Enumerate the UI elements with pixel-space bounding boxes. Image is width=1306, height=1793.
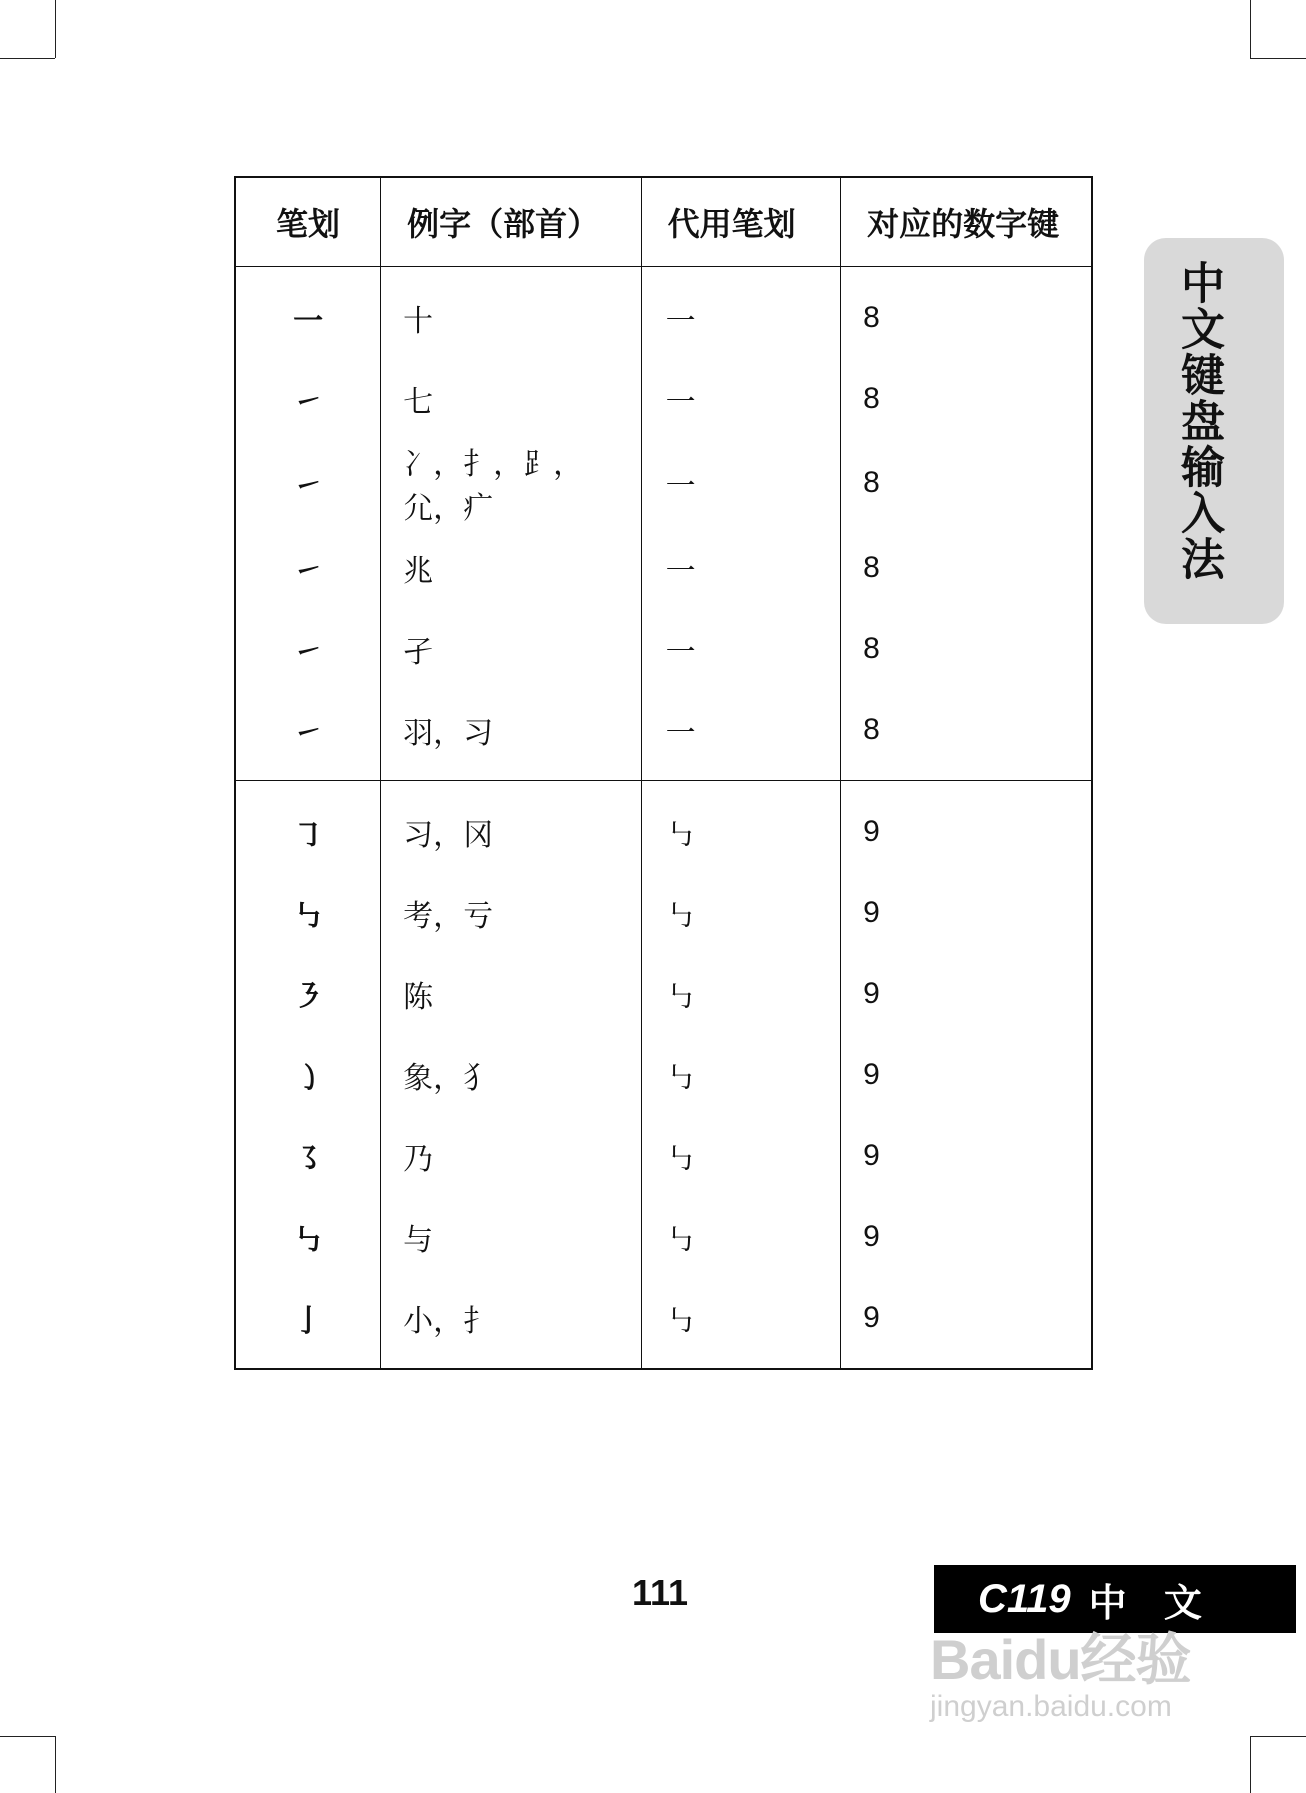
table-row — [235, 358, 1092, 439]
table-header-row — [235, 177, 1092, 267]
section-tab-label: 中文键盘输入法 — [1173, 260, 1224, 582]
table-row — [235, 608, 1092, 689]
substitute-cell: 一 — [641, 608, 841, 689]
substitute-cell: ㇉ — [641, 1196, 841, 1277]
table-row — [235, 1196, 1092, 1277]
stroke-cell: ㇁ — [235, 1034, 381, 1115]
watermark — [930, 1630, 1230, 1724]
example-cell: 兆 — [381, 527, 641, 608]
key-cell: 8 — [841, 689, 1092, 781]
example-cell: 象，犭 — [381, 1034, 641, 1115]
key-cell: 8 — [841, 608, 1092, 689]
footer-model-name: C119 — [978, 1576, 1071, 1621]
header-substitute: 代用笔划 — [641, 177, 841, 267]
watermark-logo: Baidu经验 — [930, 1628, 1191, 1691]
stroke-cell: ㇀ — [235, 439, 381, 527]
example-cell: 乃 — [381, 1115, 641, 1196]
stroke-cell: ㇋ — [235, 953, 381, 1034]
example-cell: 陈 — [381, 953, 641, 1034]
example-cell: 十 — [381, 267, 641, 359]
stroke-cell: ㇀ — [235, 608, 381, 689]
header-example: 例字（部首） — [381, 177, 641, 267]
substitute-cell: ㇉ — [641, 872, 841, 953]
stroke-cell: 一 — [235, 267, 381, 359]
crop-mark — [1250, 1736, 1306, 1737]
example-cell: 羽，习 — [381, 689, 641, 781]
table-row — [235, 527, 1092, 608]
example-cell: 小，扌 — [381, 1277, 641, 1369]
table-row — [235, 1115, 1092, 1196]
crop-mark — [1250, 58, 1306, 59]
table-row — [235, 689, 1092, 781]
table-row — [235, 953, 1092, 1034]
stroke-cell: 亅 — [235, 1277, 381, 1369]
example-cell: 冫，扌，⻊，⺏，疒 — [381, 439, 641, 527]
substitute-cell: ㇉ — [641, 1034, 841, 1115]
crop-mark — [0, 1736, 55, 1737]
key-cell: 9 — [841, 1115, 1092, 1196]
header-key: 对应的数字键 — [841, 177, 1092, 267]
key-cell: 8 — [841, 439, 1092, 527]
header-stroke: 笔划 — [235, 177, 381, 267]
key-cell: 9 — [841, 1196, 1092, 1277]
substitute-cell: 一 — [641, 267, 841, 359]
table-row — [235, 439, 1092, 527]
substitute-cell: 一 — [641, 358, 841, 439]
crop-mark — [55, 1736, 56, 1793]
page-number: 111 — [631, 1572, 689, 1613]
substitute-cell: 一 — [641, 439, 841, 527]
stroke-cell: ㇀ — [235, 689, 381, 781]
key-cell: 9 — [841, 1034, 1092, 1115]
footer-language: 中 文 — [1088, 1580, 1214, 1625]
stroke-cell: ㇉ — [235, 1196, 381, 1277]
crop-mark — [0, 58, 55, 59]
key-cell: 9 — [841, 953, 1092, 1034]
crop-mark — [1250, 1736, 1251, 1793]
watermark-url: jingyan.baidu.com — [930, 1690, 1172, 1723]
substitute-cell: 一 — [641, 689, 841, 781]
example-cell: 考，亏 — [381, 872, 641, 953]
table-row — [235, 872, 1092, 953]
substitute-cell: ㇉ — [641, 1115, 841, 1196]
table-row — [235, 781, 1092, 873]
stroke-cell: ㇀ — [235, 358, 381, 439]
key-cell: 8 — [841, 267, 1092, 359]
key-cell: 9 — [841, 1277, 1092, 1369]
stroke-cell: ㇉ — [235, 872, 381, 953]
key-cell: 9 — [841, 872, 1092, 953]
substitute-cell: ㇉ — [641, 1277, 841, 1369]
stroke-cell: ㇌ — [235, 1115, 381, 1196]
example-cell: 孑 — [381, 608, 641, 689]
table-row — [235, 1277, 1092, 1369]
key-cell: 9 — [841, 781, 1092, 873]
footer-model-bar — [934, 1565, 1296, 1633]
substitute-cell: 一 — [641, 527, 841, 608]
table-row — [235, 267, 1092, 359]
stroke-cell: ㇀ — [235, 527, 381, 608]
key-cell: 8 — [841, 358, 1092, 439]
stroke-cell: ㇆ — [235, 781, 381, 873]
key-cell: 8 — [841, 527, 1092, 608]
stroke-table — [234, 176, 1093, 1370]
table-row — [235, 1034, 1092, 1115]
substitute-cell: ㇉ — [641, 781, 841, 873]
substitute-cell: ㇉ — [641, 953, 841, 1034]
example-cell: 习，冈 — [381, 781, 641, 873]
crop-mark — [1250, 0, 1251, 58]
example-cell: 与 — [381, 1196, 641, 1277]
example-cell: 七 — [381, 358, 641, 439]
crop-mark — [55, 0, 56, 58]
stroke-table-container — [234, 176, 1093, 1370]
